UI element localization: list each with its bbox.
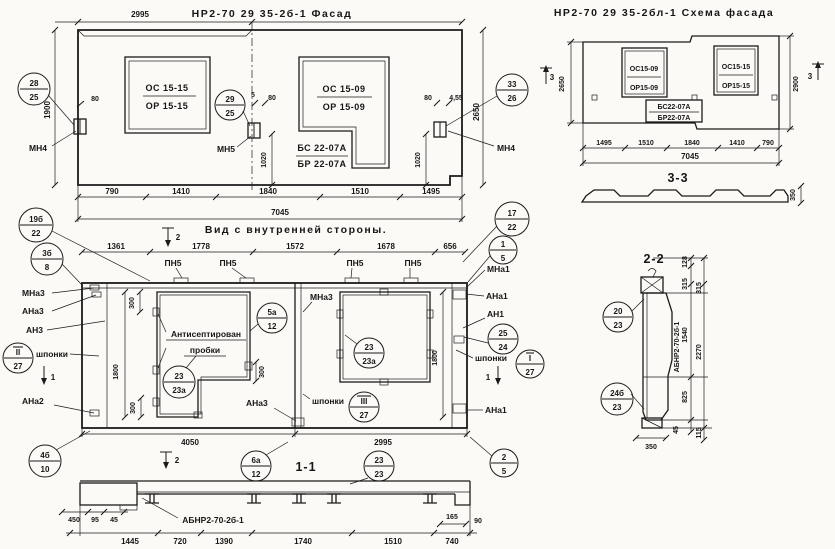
top-anchor-box (641, 269, 663, 294)
svg-text:33: 33 (507, 80, 517, 89)
balloon-23-23a-right (345, 335, 384, 368)
dim-2650: 2650 (472, 103, 481, 121)
dim-450: 450 (68, 517, 80, 524)
dim: 1510 (638, 140, 654, 147)
dim-4-55: 4,55 (449, 95, 463, 102)
balloon-23-23a-left (163, 356, 196, 398)
dim: 790 (762, 140, 774, 147)
dim: 1778 (192, 242, 210, 251)
dim: 656 (443, 242, 457, 251)
inner-title: Вид с внутренней стороны. (204, 224, 388, 236)
label-pn5: ПН5 (346, 258, 364, 268)
plug-mark (245, 362, 252, 370)
svg-text:12: 12 (251, 470, 261, 479)
facade-title: НР2-70 29 35-2б-1 Фасад (191, 8, 353, 20)
section-2-2-title: 2-2 (643, 252, 665, 266)
dim: 1495 (422, 187, 440, 196)
section-2-2 (601, 252, 712, 451)
dim-315: 315 (682, 278, 689, 290)
rib-glyphs (145, 494, 437, 503)
svg-text:III: III (360, 397, 368, 406)
svg-text:23: 23 (364, 343, 374, 352)
end-block (80, 483, 137, 505)
dim: 1510 (351, 187, 369, 196)
label-shponki-left: шпонки (36, 349, 69, 359)
right-end-step (455, 481, 470, 505)
dim: 1445 (121, 537, 139, 546)
svg-text:25: 25 (498, 329, 508, 338)
dim-1020: 1020 (261, 152, 268, 168)
dim-5: 5 (251, 92, 255, 99)
svg-text:23а: 23а (362, 357, 376, 366)
dim-300: 300 (259, 366, 266, 378)
svg-text:20: 20 (613, 307, 623, 316)
balloon-23-23 (350, 451, 394, 484)
svg-text:23: 23 (612, 403, 622, 412)
section-mark-1-right (486, 366, 501, 385)
label-mn4-left: МН4 (29, 143, 47, 153)
dim-1540: 1540 (682, 327, 689, 343)
svg-text:5: 5 (500, 254, 506, 263)
balloon-II-27 (3, 343, 33, 373)
dim: 790 (105, 187, 119, 196)
svg-text:2: 2 (174, 456, 180, 465)
svg-text:23: 23 (613, 321, 623, 330)
label-abnr-vertical: АБНР2-70-2б-1 (674, 321, 681, 373)
dim-300: 300 (130, 402, 137, 414)
inner-window-right (340, 292, 430, 382)
svg-text:II: II (15, 348, 21, 357)
facade-panel-outline (78, 30, 462, 185)
dim-2995: 2995 (131, 10, 149, 19)
svg-text:22: 22 (507, 223, 517, 232)
dim-2270: 2270 (696, 344, 703, 360)
svg-text:1: 1 (500, 240, 506, 249)
balloon-I-27 (516, 350, 544, 378)
dim-115: 115 (696, 427, 703, 439)
label-an3: АН3 (26, 325, 44, 335)
dim: 1390 (215, 537, 233, 546)
schema-title: НР2-70 29 35-2бл-1 Схема фасада (553, 7, 775, 19)
svg-text:24: 24 (498, 343, 508, 352)
label-mn4-right: МН4 (497, 143, 515, 153)
dim-total-7045: 7045 (271, 208, 289, 217)
svg-text:24б: 24б (610, 389, 624, 398)
svg-text:25: 25 (29, 93, 39, 102)
plug-mark (153, 398, 159, 406)
svg-text:23: 23 (374, 470, 384, 479)
label-ana2: АНа2 (22, 396, 44, 406)
dim: 740 (445, 537, 459, 546)
dim-2995: 2995 (374, 438, 392, 447)
svg-text:19б: 19б (29, 215, 43, 224)
svg-text:26: 26 (507, 94, 517, 103)
label-ana1: АНа1 (486, 291, 508, 301)
section-1-1 (59, 481, 482, 546)
dim-350: 350 (645, 444, 657, 451)
svg-text:2: 2 (501, 453, 507, 462)
section-3-3-profile (582, 190, 788, 202)
anchor-mn4-right (434, 122, 446, 137)
dim-total-7045: 7045 (681, 152, 699, 161)
facade-view (18, 8, 528, 222)
dim-2900: 2900 (793, 76, 800, 92)
label-mna3: МНа3 (22, 288, 45, 298)
balcony-label: БР 22-07А (297, 159, 347, 169)
dim-128: 128 (682, 256, 689, 268)
dim-90: 90 (474, 518, 482, 525)
anchor-mark (772, 95, 777, 100)
dim-165: 165 (446, 514, 458, 521)
label-ana1: АНа1 (485, 405, 507, 415)
balcony-label: БС22-07А (657, 104, 691, 111)
balcony-label: БС 22-07А (297, 143, 347, 153)
dim-4050: 4050 (181, 438, 199, 447)
section-mark-3-left (540, 65, 555, 84)
label-mna3-mid: МНа3 (310, 292, 333, 302)
dim: 1510 (384, 537, 402, 546)
label-shponki-bottom: шпонки (312, 396, 345, 406)
section-1-1-title: 1-1 (295, 460, 317, 474)
label-abnr: АБНР2-70-2б-1 (182, 515, 244, 525)
svg-text:28: 28 (29, 79, 39, 88)
section-mark-2-bottom (160, 452, 180, 469)
svg-text:3: 3 (807, 72, 813, 81)
dim-315: 315 (696, 282, 703, 294)
label-pn5: ПН5 (404, 258, 422, 268)
dim-1800: 1800 (432, 350, 439, 366)
dim: 1410 (172, 187, 190, 196)
dim-2650: 2650 (559, 76, 566, 92)
dim: 1678 (377, 242, 395, 251)
svg-text:29: 29 (225, 95, 235, 104)
dim: 1840 (684, 140, 700, 147)
dim-80: 80 (268, 95, 276, 102)
balloon-29-25 (215, 90, 250, 126)
dim-80: 80 (91, 96, 99, 103)
balloon-24b-23 (601, 383, 644, 415)
svg-text:27: 27 (13, 362, 23, 371)
facade-window-1 (125, 57, 210, 133)
window-label: ОР 15-09 (322, 102, 366, 112)
label-pn5: ПН5 (219, 258, 237, 268)
window-label: ОС 15-15 (145, 83, 189, 93)
label-mn5: МН5 (217, 144, 235, 154)
dim: 1740 (294, 537, 312, 546)
dim-45: 45 (110, 517, 118, 524)
label-ana3-bottom: АНа3 (246, 398, 268, 408)
dim: 1361 (107, 242, 125, 251)
svg-text:23: 23 (374, 456, 384, 465)
schema-view (540, 7, 824, 166)
svg-text:8: 8 (44, 263, 50, 272)
section-3-3 (582, 171, 804, 206)
svg-text:I: I (528, 354, 532, 363)
label-ana3: АНа3 (22, 306, 44, 316)
window-label: ОР 15-15 (145, 101, 189, 111)
dim: 1410 (729, 140, 745, 147)
svg-text:23: 23 (174, 372, 184, 381)
balloon-2-5 (470, 437, 518, 477)
section-3-3-title: 3-3 (667, 171, 689, 185)
svg-text:2: 2 (175, 233, 181, 242)
svg-text:17: 17 (507, 209, 517, 218)
dim-300: 300 (129, 297, 136, 309)
svg-text:5: 5 (501, 467, 507, 476)
dim-825: 825 (682, 391, 689, 403)
note-antiseptic: Антисептирован (171, 329, 241, 339)
balloon-5a-12 (250, 303, 287, 333)
svg-text:22: 22 (31, 229, 41, 238)
dim-80: 80 (424, 95, 432, 102)
anchor-mark (692, 95, 697, 100)
section-mark-3-right (808, 61, 824, 81)
svg-text:5а: 5а (267, 308, 277, 317)
svg-text:1: 1 (50, 373, 56, 382)
balloon-25-24 (464, 324, 518, 354)
balloon-1-5 (468, 236, 517, 282)
svg-text:4б: 4б (40, 451, 50, 460)
window-label: ОС 15-09 (322, 84, 366, 94)
dim-350: 350 (790, 189, 797, 201)
inner-view (3, 202, 544, 484)
svg-text:23а: 23а (172, 386, 186, 395)
window-label: ОС15-09 (629, 66, 659, 73)
balloon-3b-8 (31, 243, 82, 285)
balcony-label: БР22-07А (657, 115, 691, 122)
svg-text:1: 1 (485, 373, 491, 382)
note-plugs: пробки (189, 345, 221, 355)
dim-95: 95 (91, 517, 99, 524)
svg-text:6а: 6а (251, 456, 261, 465)
svg-text:27: 27 (359, 411, 369, 420)
svg-text:25: 25 (225, 109, 235, 118)
label-mna1: МНа1 (487, 264, 510, 274)
dim: 1495 (596, 140, 612, 147)
dim: 720 (173, 537, 187, 546)
balloon-III-27 (349, 392, 379, 422)
label-an1: АН1 (487, 309, 505, 319)
dim-45: 45 (673, 426, 680, 434)
window-label: ОС15-15 (721, 64, 751, 71)
window-label: ОР15-15 (721, 83, 751, 90)
balloon-6a-12 (241, 442, 288, 481)
label-pn5: ПН5 (164, 258, 182, 268)
anchor-mn4-left (74, 119, 86, 134)
balloon-17-22 (463, 202, 529, 262)
svg-text:3: 3 (549, 73, 555, 82)
svg-text:12: 12 (267, 322, 277, 331)
balloon-4b-10 (29, 431, 90, 477)
anchor-mark (592, 95, 597, 100)
section-mark-1-left (41, 366, 56, 385)
dim-1900: 1900 (43, 101, 52, 119)
dim: 1572 (286, 242, 304, 251)
section-mark-2-top (162, 228, 181, 247)
svg-text:27: 27 (525, 368, 535, 377)
balloon-20-23 (603, 299, 644, 332)
dim: 1840 (259, 187, 277, 196)
svg-text:3б: 3б (42, 249, 52, 258)
dim-1020: 1020 (415, 152, 422, 168)
svg-text:10: 10 (40, 465, 50, 474)
label-shponki-right: шпонки (475, 353, 508, 363)
window-label: ОР15-09 (629, 85, 659, 92)
dim-1800: 1800 (113, 364, 120, 380)
